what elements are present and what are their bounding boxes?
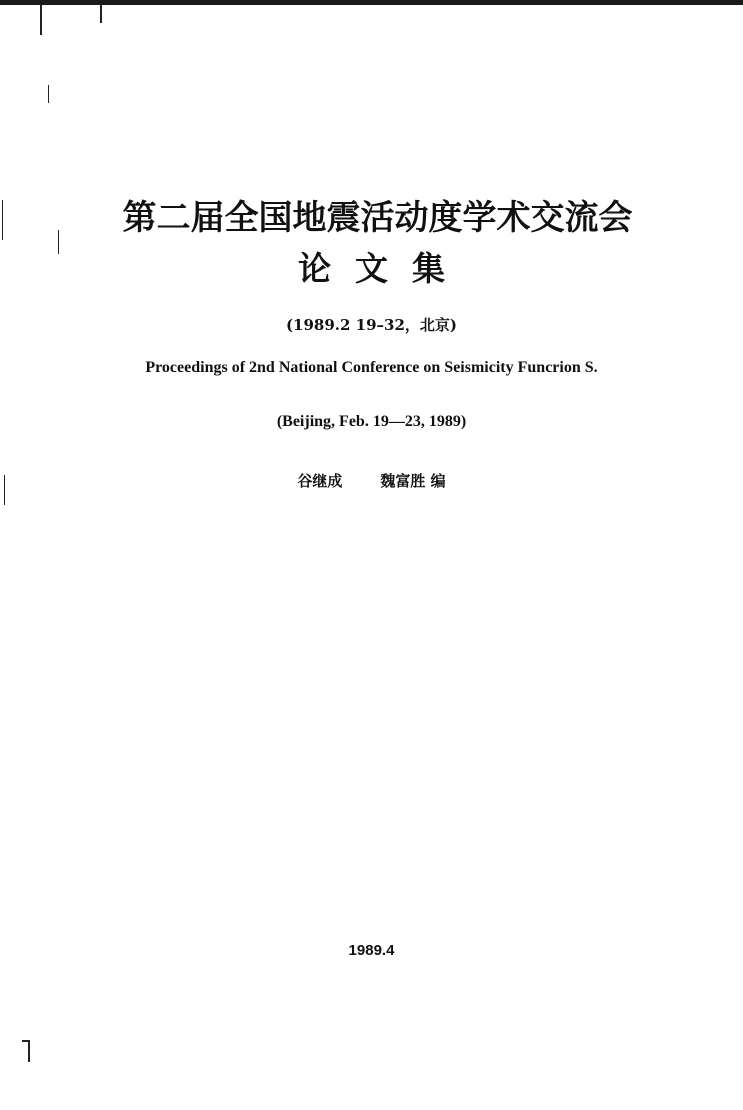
scan-top-border	[0, 0, 743, 5]
publication-date: 1989.4	[348, 942, 395, 959]
scan-mark	[100, 5, 102, 23]
scan-mark	[22, 1040, 30, 1042]
date-location-chinese: (1989.2 19–32，北京)	[285, 316, 458, 334]
subtitle-chinese: 论文集	[298, 249, 469, 288]
title-english: Proceedings of 2nd National Conference on Seismicity Funcrion S.	[145, 359, 598, 376]
editor-name: 谷继成	[297, 472, 343, 490]
editor-name: 魏富胜 编	[380, 472, 446, 490]
scan-mark	[28, 1040, 30, 1062]
date-location-english: (Beijing, Feb. 19—23, 1989)	[276, 413, 467, 430]
editors	[0, 470, 743, 491]
scan-mark	[48, 85, 49, 103]
scan-mark	[40, 5, 42, 35]
title-chinese: 第二届全国地震活动度学术交流会	[122, 198, 633, 238]
